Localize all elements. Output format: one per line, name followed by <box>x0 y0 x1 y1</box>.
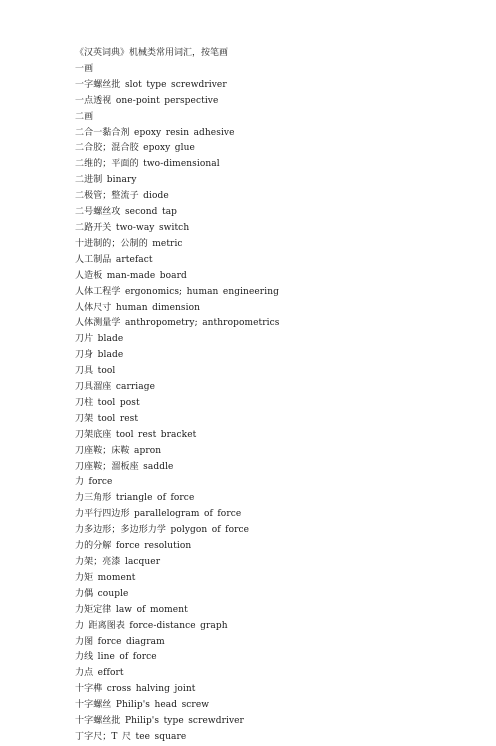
glossary-line: 二极管；整流子 diode <box>75 191 169 202</box>
glossary-line: 力线 line of force <box>75 652 157 663</box>
glossary-line: 力架；亮漆 lacquer <box>75 557 161 567</box>
glossary-line: 刀片 blade <box>75 334 124 345</box>
document-title: 《汉英词典》机械类常用词汇，按笔画 <box>75 48 229 58</box>
glossary-text <box>75 46 455 746</box>
glossary-line: 刀柱 tool post <box>75 397 140 408</box>
glossary-line: 丁字尺；T 尺 tee square <box>75 731 187 742</box>
glossary-line: 十进制的；公制的 metric <box>75 238 183 249</box>
glossary-line: 二号螺丝攻 second tap <box>75 207 178 218</box>
glossary-line: 刀具 tool <box>75 366 116 377</box>
glossary-line: 力的分解 force resolution <box>75 541 192 552</box>
glossary-line: 刀身 blade <box>75 350 124 361</box>
glossary-line: 力平行四边形 parallelogram of force <box>75 509 242 520</box>
glossary-line: 力图 force diagram <box>75 636 165 647</box>
glossary-line: 力矩 moment <box>75 572 136 583</box>
glossary-line: 十字螺丝 Philip's head screw <box>75 700 210 711</box>
glossary-line: 人工制品 artefact <box>75 254 153 265</box>
glossary-line: 刀具溜座 carriage <box>75 382 156 393</box>
glossary-line: 力矩定律 law of moment <box>75 604 188 615</box>
glossary-line: 刀架底座 tool rest bracket <box>75 429 197 440</box>
glossary-line: 人体测量学 anthropometry; anthropometrics <box>75 318 280 329</box>
glossary-line: 力多边形；多边形力学 polygon of force <box>75 525 250 536</box>
glossary-line: 人造板 man-made board <box>75 270 187 281</box>
glossary-line: 十字螺丝批 Philip's type screwdriver <box>75 716 244 727</box>
glossary-line: 力三角形 triangle of force <box>75 493 195 504</box>
glossary-line: 二路开关 two-way switch <box>75 222 190 233</box>
glossary-line: 二合一黏合剂 epoxy resin adhesive <box>75 127 235 138</box>
glossary-line: 十字榫 cross halving joint <box>75 684 196 695</box>
glossary-line: 人体尺寸 human dimension <box>75 302 201 313</box>
glossary-line: 一点透视 one-point perspective <box>75 95 219 106</box>
glossary-line: 刀架 tool rest <box>75 413 139 424</box>
glossary-line: 人体工程学 ergonomics; human engineering <box>75 286 279 297</box>
glossary-line: 力偶 couple <box>75 588 129 599</box>
glossary-line: 一字螺丝批 slot type screwdriver <box>75 79 227 90</box>
glossary-line: 二合胶；混合胶 epoxy glue <box>75 143 195 154</box>
glossary-line: 力点 effort <box>75 668 124 679</box>
glossary-line: 力 force <box>75 477 113 488</box>
glossary-line: 刀座鞍；溜板座 saddle <box>75 461 174 472</box>
glossary-line: 力 距离图表 force-distance graph <box>75 620 228 631</box>
glossary-line: 刀座鞍；床鞍 apron <box>75 445 162 456</box>
glossary-line: 二进制 binary <box>75 175 137 186</box>
glossary-line: 二画 <box>75 111 94 122</box>
glossary-line: 一画 <box>75 63 94 74</box>
glossary-line: 二维的；平面的 two-dimensional <box>75 159 220 170</box>
